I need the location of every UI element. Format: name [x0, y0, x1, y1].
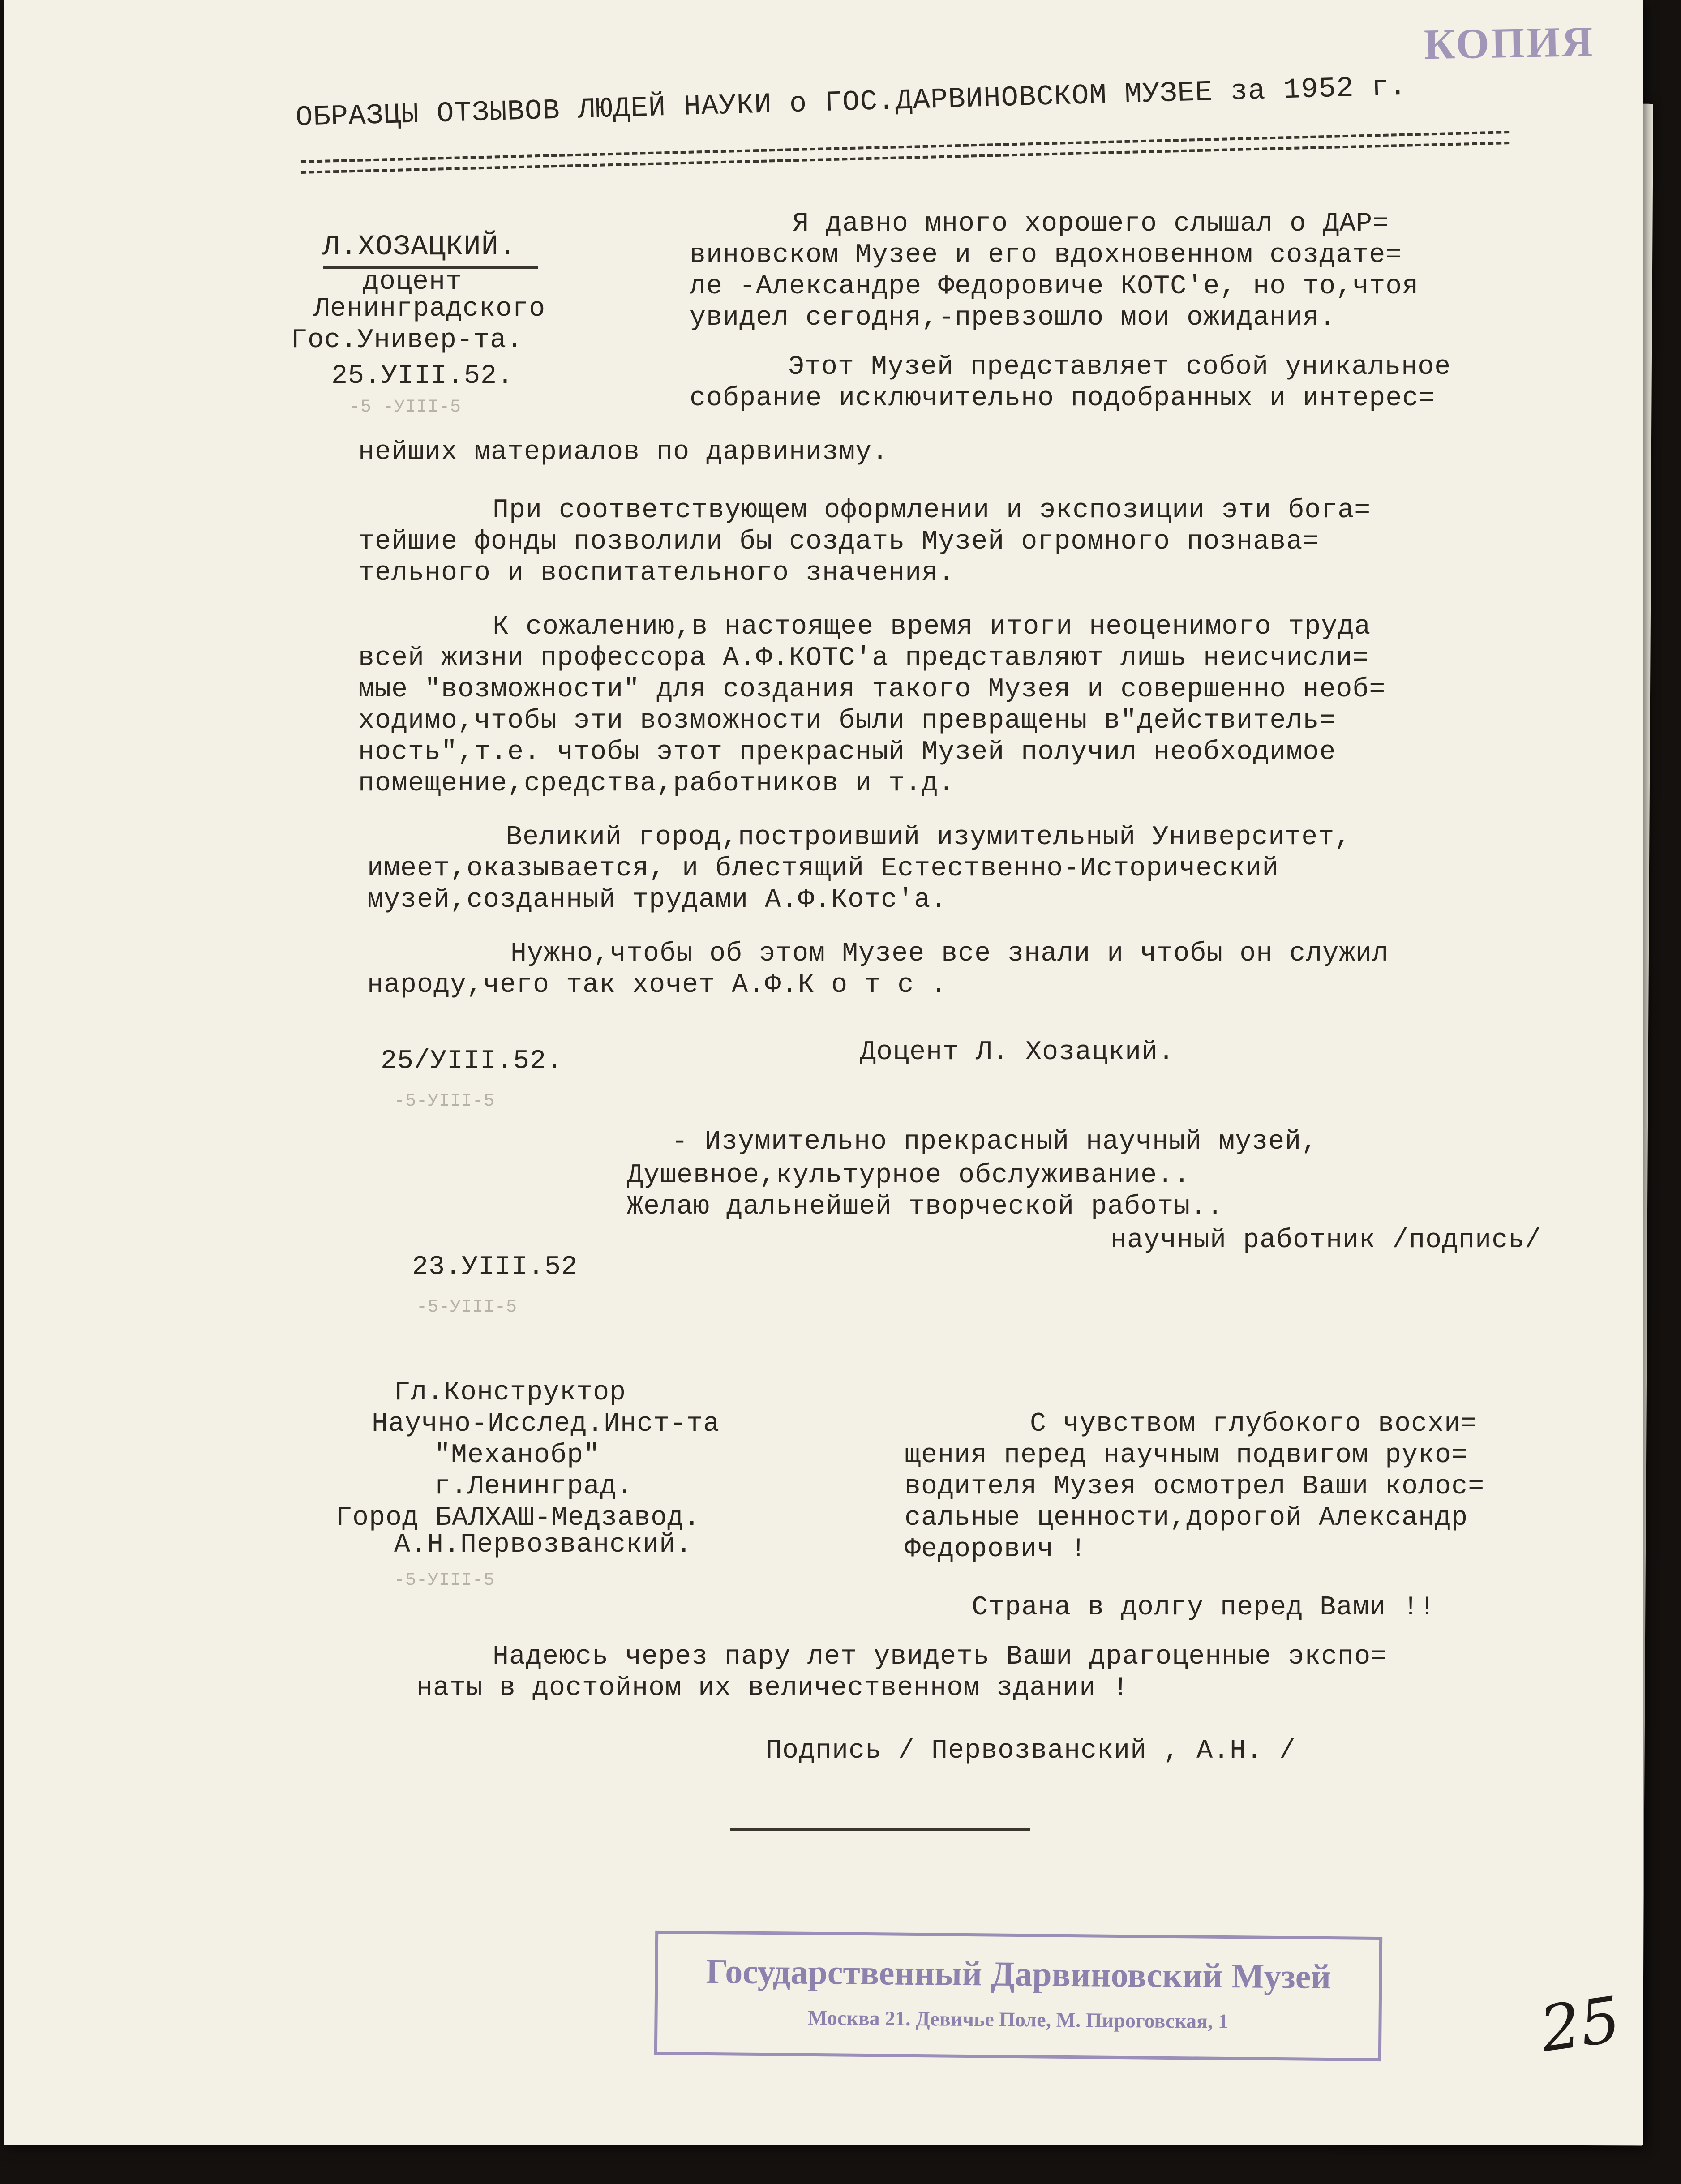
review3-author-2: Научно-Исслед.Инст-та	[372, 1409, 720, 1439]
review1-line-21: народу,чего так хочет А.Ф.К о т с .	[367, 970, 948, 1000]
review1-line-13: мые "возможности" для создания такого Музея и совершенно необ=	[358, 674, 1386, 705]
review1-line-6: собрание исключительно подобранных и интерес=	[690, 383, 1436, 414]
review1-author-date: 25.УIII.52.	[331, 361, 514, 391]
review3-author-6: А.Н.Первозванский.	[394, 1530, 693, 1560]
review1-line-20: Нужно,чтобы об этом Музее все знали и чтобы он служил	[510, 939, 1389, 969]
faint-offset-3: -5-УIII-5	[416, 1297, 518, 1317]
review2-line-2: Душевное,культурное обслуживание..	[627, 1160, 1191, 1191]
review3-line-5: Федорович !	[905, 1534, 1087, 1565]
review3-line-8: наты в достойном их величественном здании !	[416, 1673, 1129, 1703]
review1-line-8: При соответствующем оформлении и экспозиции эти бога=	[493, 495, 1371, 526]
document-title: ОБРАЗЦЫ ОТЗЫВОВ ЛЮДЕЙ НАУКИ о ГОС.ДАРВИНОВСКОМ МУЗЕЕ за 1952 г.	[295, 71, 1407, 134]
review1-line-7: нейших материалов по дарвинизму.	[358, 437, 889, 468]
review1-line-9: тейшие фонды позволили бы создать Музей огромного познава=	[358, 527, 1320, 557]
review2-signature: научный работник /подпись/	[1111, 1225, 1542, 1256]
review1-line-10: тельного и воспитательного значения.	[358, 558, 955, 588]
review3-line-2: щения перед научным подвигом руко=	[905, 1440, 1468, 1471]
review3-signature: Подпись / Первозванский , А.Н. /	[766, 1736, 1296, 1766]
review1-line-4: увидел сегодня,-превзошло мои ожидания.	[690, 303, 1336, 333]
review3-author-4: г.Ленинград.	[434, 1472, 634, 1502]
closing-line	[730, 1828, 1030, 1831]
review1-author-title-1: доцент	[363, 267, 463, 297]
review3-line-4: сальные ценности,дорогой Александр	[905, 1503, 1468, 1533]
review2-line-3: Желаю дальнейшей творческой работы..	[627, 1192, 1224, 1222]
review3-line-7: Надеюсь через пару лет увидеть Ваши драгоценные экспо=	[493, 1642, 1388, 1672]
review2-date: 23.УIII.52	[412, 1252, 578, 1283]
review1-line-19: музей,созданный трудами А.Ф.Котс'а.	[367, 885, 948, 915]
page-number: 25	[1535, 1983, 1625, 2067]
review3-author-5: Город БАЛХАШ-Медзавод.	[336, 1503, 701, 1533]
review1-line-17: Великий город,построивший изумительный Университет,	[506, 822, 1351, 853]
review1-line-3: ле -Александре Федоровиче КОТС'е, но то,чтоя	[690, 271, 1419, 302]
review3-author-1: Гл.Конструктор	[394, 1377, 626, 1408]
museum-stamp-title: Государственный Дарвиновский Музей	[706, 1951, 1331, 1996]
review1-line-1: Я давно много хорошего слышал о ДАР=	[793, 209, 1389, 239]
review1-line-12: всей жизни профессора А.Ф.КОТС'а представляют лишь неисчисли=	[358, 643, 1369, 674]
review1-line-15: ность",т.е. чтобы этот прекрасный Музей получил необходимое	[358, 737, 1336, 768]
copy-stamp: КОПИЯ	[1424, 17, 1595, 69]
review3-line-6: Страна в долгу перед Вами !!	[972, 1592, 1436, 1623]
review3-line-1: С чувством глубокого восхи=	[1030, 1409, 1478, 1439]
review1-line-14: ходимо,чтобы эти возможности были превращены в"действитель=	[358, 706, 1336, 736]
review3-author-3: "Механобр"	[434, 1440, 600, 1471]
review1-author-name: Л.ХОЗАЦКИЙ.	[322, 231, 517, 263]
review1-line-18: имеет,оказывается, и блестящий Естественно-Исторический	[367, 854, 1279, 884]
museum-stamp	[654, 1931, 1382, 2061]
review3-line-3: водителя Музея осмотрел Ваши колос=	[905, 1472, 1485, 1502]
faint-offset-1: -5 -УIII-5	[349, 397, 462, 417]
review1-signature: Доцент Л. Хозацкий.	[860, 1037, 1175, 1068]
review1-line-11: К сожалению,в настоящее время итоги неоценимого труда	[493, 612, 1371, 642]
review1-author-title-2: Ленинградского	[313, 294, 546, 324]
museum-stamp-address: Москва 21. Девичье Поле, М. Пироговская, 1	[807, 2006, 1229, 2033]
review1-line-16: помещение,средства,работников и т.д.	[358, 768, 955, 799]
faint-offset-4: -5-УIII-5	[394, 1570, 495, 1591]
review1-date: 25/УIII.52.	[381, 1046, 563, 1077]
review1-line-5: Этот Музей представляет собой уникальное	[788, 352, 1451, 382]
faint-offset-2: -5-УIII-5	[394, 1091, 495, 1111]
review1-author-title-3: Гос.Универ-та.	[291, 325, 523, 356]
review2-line-1: - Изумительно прекрасный научный музей,	[672, 1127, 1318, 1157]
review1-line-2: виновском Музее и его вдохновенном создате=	[690, 240, 1402, 270]
